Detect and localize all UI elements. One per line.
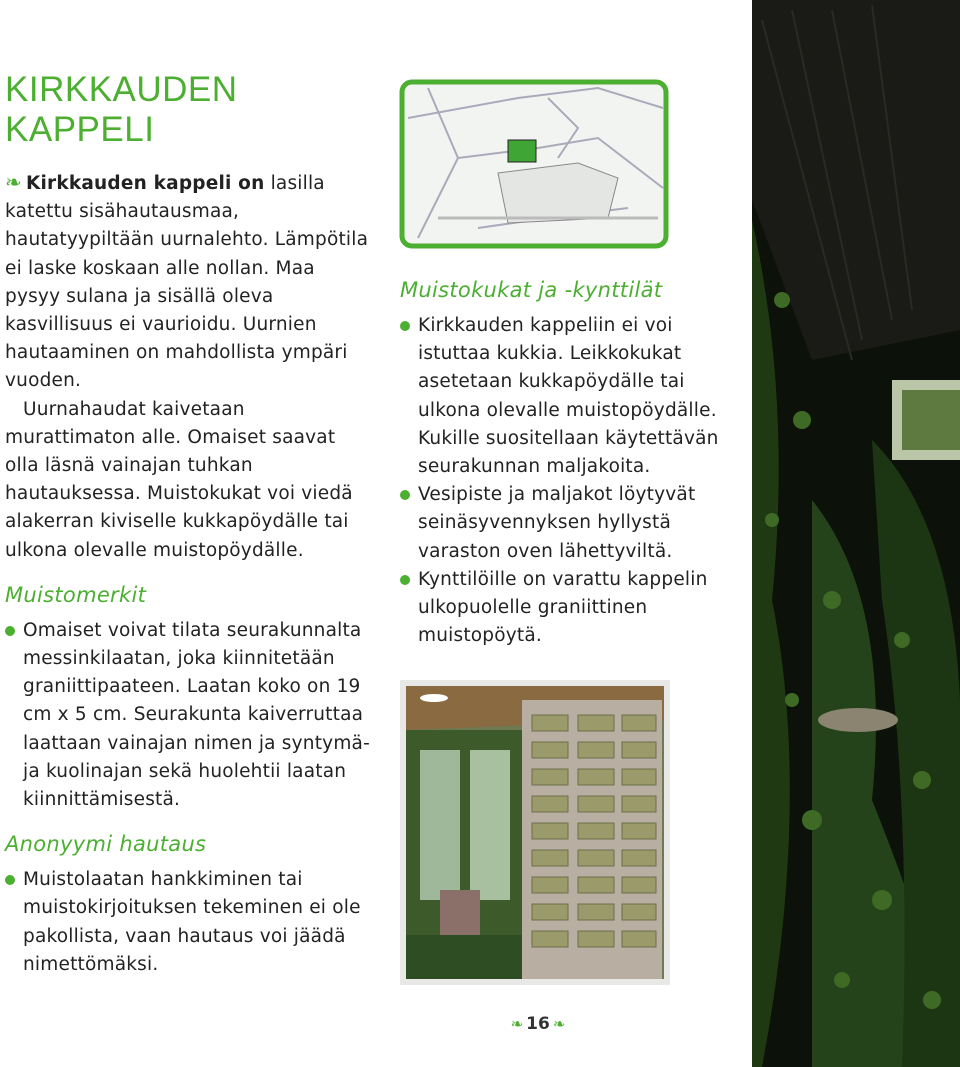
left-column bbox=[5, 70, 375, 979]
page-title: KIRKKAUDEN KAPPELI bbox=[5, 70, 238, 149]
intro-text: lasilla katettu sisähautausmaa, hautatyypiltään uurnalehto. Lämpötila ei laske koskaan alle nollan. Maa pysyy sulana ja sisällä oleva kasvillisuus ei vaurioidu. Uurnien hautaaminen on mahdollista ympäri vuoden. bbox=[5, 173, 369, 392]
page-number: ❧ 16 ❧ bbox=[510, 1014, 566, 1034]
section-heading-muistokukat: Muistokukat ja -kynttilät bbox=[400, 278, 663, 302]
list-item: Omaiset voivat tilata seurakunnalta messinkilaatan, joka kiinnitetään graniittipaateen. Laatan koko on 19 cm x 5 cm. Seurakunta kaiverruttaa laattaan vainajan nimen ja syntymä- ja kuolinajan sekä huolehtii laatan kiinnittämisestä. bbox=[5, 617, 375, 814]
leaf-ornament-icon: ❧ bbox=[5, 170, 22, 194]
list-item: Kirkkauden kappeliin ei voi istuttaa kukkia. Leikkokukat asetetaan kukkapöydälle tai ulkona olevalle muistopöydälle. Kukille suositellaan käytettävän seurakunnan maljakoita. bbox=[400, 312, 740, 481]
leaf-ornament-icon: ❧ bbox=[552, 1015, 566, 1033]
ivy-wall-photo bbox=[752, 0, 960, 1067]
anonyymi-list bbox=[5, 866, 375, 979]
memorial-wall-photo bbox=[400, 680, 670, 985]
intro-paragraph-2: Uurnahaudat kaivetaan murattimaton alle. Omaiset saavat olla läsnä vainajan tuhkan hautauksessa. Muistokukat voi viedä alakerran kiviselle kukkapöydälle tai ulkona olevalle muistopöydälle. bbox=[5, 398, 353, 561]
bullet-dot-icon bbox=[5, 626, 15, 636]
bullet-dot-icon bbox=[400, 490, 410, 500]
section-heading-anonyymi: Anonyymi hautaus bbox=[5, 832, 207, 857]
bullet-dot-icon bbox=[400, 575, 410, 585]
list-item: Vesipiste ja maljakot löytyvät seinäsyvennyksen hyllystä varaston oven lähettyviltä. bbox=[400, 481, 740, 566]
bullet-dot-icon bbox=[5, 875, 15, 885]
section-heading-muistomerkit: Muistomerkit bbox=[5, 582, 147, 607]
leaf-ornament-icon: ❧ bbox=[510, 1015, 524, 1033]
site-map-image bbox=[398, 78, 670, 250]
intro-lead: Kirkkauden kappeli on bbox=[25, 173, 265, 194]
intro-paragraph bbox=[5, 168, 375, 396]
bullet-dot-icon bbox=[400, 321, 410, 331]
list-item: Muistolaatan hankkiminen tai muistokirjoituksen tekeminen ei ole pakollista, vaan hautaus voi jäädä nimettömäksi. bbox=[5, 866, 375, 979]
list-item: Kynttilöille on varattu kappelin ulkopuolelle graniittinen muistopöytä. bbox=[400, 566, 740, 651]
muistokukat-list bbox=[400, 312, 740, 650]
muistomerkit-list bbox=[5, 617, 375, 814]
middle-column bbox=[400, 278, 740, 650]
